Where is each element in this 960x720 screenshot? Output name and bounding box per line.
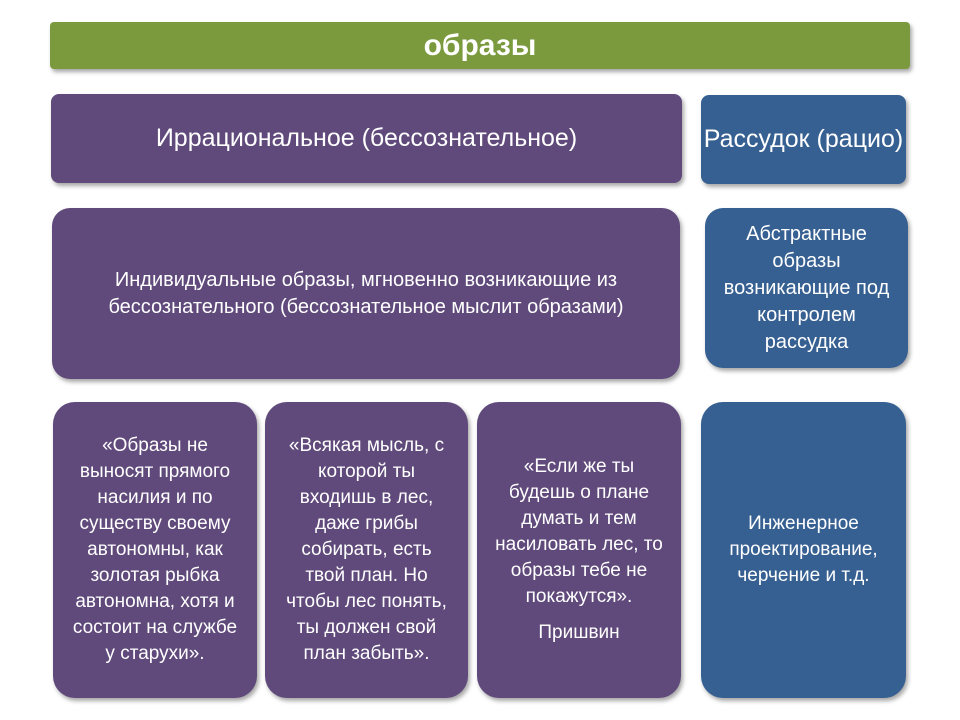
quote-box-2 xyxy=(265,402,468,698)
quote-text: «Образы не выносят прямого насилия и по существу своему автономны, как золотая рыбка автономна, хотя и состоит на службе у старухи». xyxy=(72,435,238,664)
individual-images-box xyxy=(52,208,680,379)
quote-text: «Если же ты будешь о плане думать и тем насиловать лес, то образы тебе не покажутся». xyxy=(495,456,663,607)
abstract-images-text: Абстрактные образы возникающие под контролем рассудка xyxy=(723,222,890,353)
rational-header-label: Рассудок (рацио) xyxy=(703,125,904,153)
rational-header xyxy=(701,95,906,184)
irrational-header-label: Иррациональное (бессознательное) xyxy=(155,124,578,152)
engineering-text: Инженерное проектирование, черчение и т.д. xyxy=(729,513,878,586)
irrational-header xyxy=(51,94,682,183)
title-bar xyxy=(50,22,910,69)
abstract-images-box xyxy=(705,208,908,368)
quote-author: Пришвин xyxy=(538,622,620,643)
individual-images-text: Индивидуальные образы, мгновенно возникающие из бессознательного (бессознательное мыслит образами) xyxy=(108,268,624,318)
engineering-box xyxy=(701,402,906,698)
quote-box-1 xyxy=(53,402,257,698)
page-title: образы xyxy=(423,28,537,62)
quote-box-3 xyxy=(477,402,681,698)
quote-text: «Всякая мысль, с которой ты входишь в лес, даже грибы собирать, есть твой план. Но чтобы лес понять, ты должен свой план забыть». xyxy=(286,435,447,664)
